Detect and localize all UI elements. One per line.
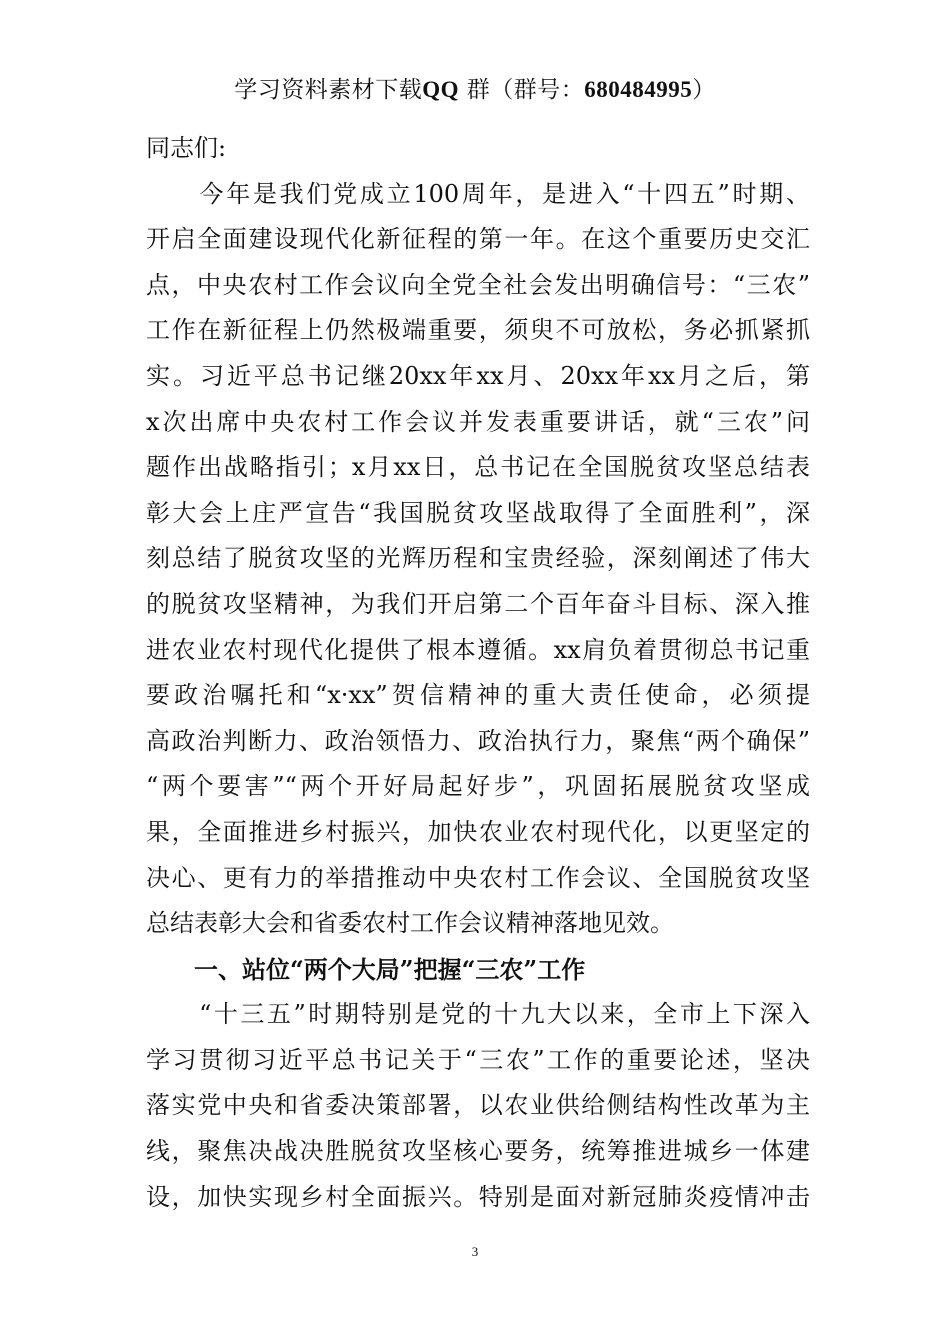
header-prefix: 学习资料素材下载 (234, 77, 423, 103)
page-number: 3 (471, 1244, 479, 1259)
document-header (0, 72, 950, 108)
document-body (146, 126, 810, 1220)
text-line: x次出席中央农村工作会议并发表重要讲话，就“三农”问 (146, 407, 810, 436)
text-line: 设，加快实现乡村全面振兴。特别是面对新冠肺炎疫情冲击 (146, 1182, 810, 1211)
text-line: 题作出战略指引；x月xx日，总书记在全国脱贫攻坚总结表 (146, 453, 810, 482)
text-line: 学习贯彻习近平总书记关于“三农”工作的重要论述，坚决 (146, 1045, 810, 1074)
text-line: 要政治嘱托和“x·xx”贺信精神的重大责任使命，必须提 (146, 681, 810, 710)
text-line: 今年是我们党成立100周年，是进入“十四五”时期、 (146, 179, 810, 208)
text-line: 的脱贫攻坚精神，为我们开启第二个百年奋斗目标、深入推 (146, 589, 810, 618)
text-line: 彰大会上庄严宣告“我国脱贫攻坚战取得了全面胜利”，深 (146, 498, 810, 527)
text-line: “十三五”时期特别是党的十九大以来，全市上下深入 (146, 1000, 810, 1029)
text-line: 进农业农村现代化提供了根本遵循。xx肩负着贯彻总书记重 (146, 635, 810, 664)
header-group-label: 群（群号： (458, 77, 585, 103)
text-line: 开启全面建设现代化新征程的第一年。在这个重要历史交汇 (146, 225, 810, 254)
text-line: 实。习近平总书记继20xx年xx月、20xx年xx月之后，第 (146, 361, 810, 390)
text-line: 落实党中央和省委决策部署，以农业供给侧结构性改革为主 (146, 1091, 810, 1120)
text-line: “两个要害”“两个开好局起好步”，巩固拓展脱贫攻坚成 (146, 772, 810, 801)
header-qq: QQ (422, 77, 459, 102)
text-line: 高政治判断力、政治领悟力、政治执行力，聚焦“两个确保” (146, 726, 810, 755)
salutation: 同志们: (146, 134, 227, 162)
text-line: 线，聚焦决战决胜脱贫攻坚核心要务，统筹推进城乡一体建 (146, 1137, 810, 1166)
header-group-number: 680484995 (584, 77, 693, 102)
section-heading: 一、站位“两个大局”把握“三农”工作 (146, 954, 586, 984)
text-line: 点，中央农村工作会议向全党全社会发出明确信号：“三农” (146, 270, 810, 299)
text-line: 工作在新征程上仍然极端重要，须臾不可放松，务必抓紧抓 (146, 316, 810, 345)
header-suffix: ） (692, 77, 716, 103)
text-line: 总结表彰大会和省委农村工作会议精神落地见效。 (146, 909, 674, 938)
text-line: 决心、更有力的举措推动中央农村工作会议、全国脱贫攻坚 (146, 863, 810, 892)
text-line: 刻总结了脱贫攻坚的光辉历程和宝贵经验，深刻阐述了伟大 (146, 544, 810, 573)
text-line: 果，全面推进乡村振兴，加快农业农村现代化，以更坚定的 (146, 817, 810, 846)
